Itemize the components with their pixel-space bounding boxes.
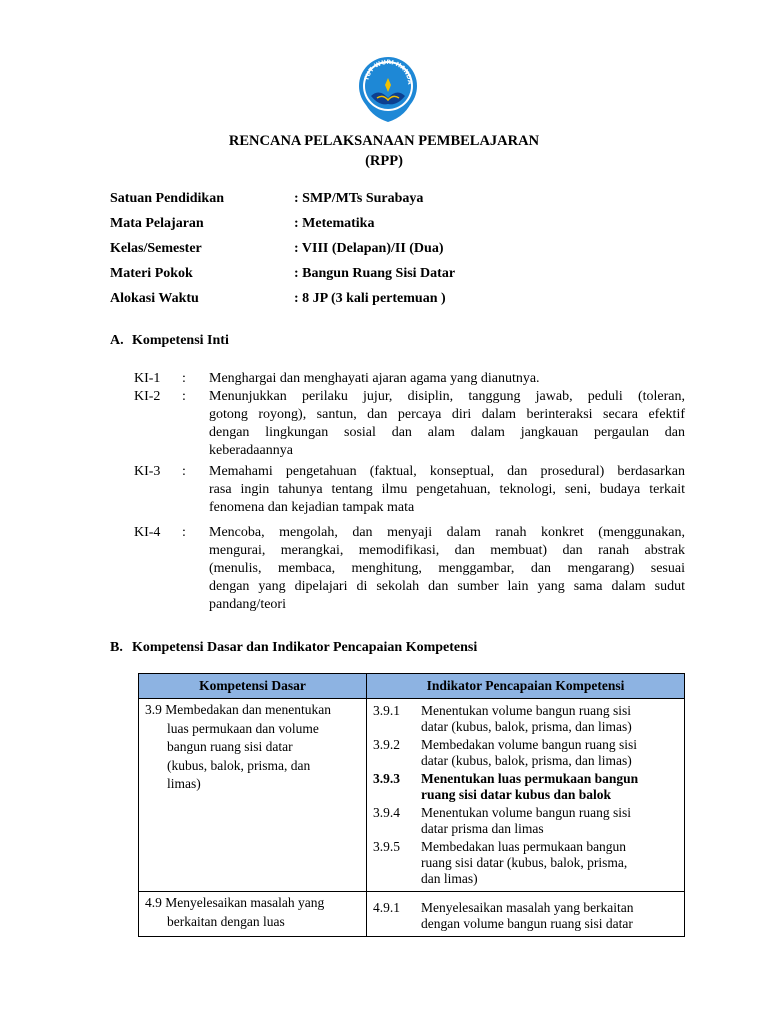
indicator-line: ruang sisi datar kubus dan balok xyxy=(421,787,611,802)
ki-colon: : xyxy=(182,464,186,479)
indicator-line: ruang sisi datar (kubus, balok, prisma, xyxy=(421,855,628,870)
ki-code: KI-2 xyxy=(134,389,161,404)
info-value: : 8 JP (3 kali pertemuan ) xyxy=(294,291,446,306)
ki-item-3 xyxy=(134,463,685,517)
section-b-heading xyxy=(110,640,477,656)
indicator-item xyxy=(373,900,680,932)
indicator-line: Membedakan luas permukaan bangun xyxy=(421,839,627,854)
ki-line: keberadaannya xyxy=(209,443,293,458)
ki-line: mengurai, merangkai, memodifikasi, dan membuat) dan ranah abstrak xyxy=(209,543,685,558)
kd-cell xyxy=(139,892,367,937)
indicator-line: datar (kubus, balok, prisma, dan limas) xyxy=(421,719,632,734)
section-title: Kompetensi Inti xyxy=(132,333,229,348)
info-value: : SMP/MTs Surabaya xyxy=(294,191,424,206)
ki-line: Mencoba, mengolah, dan menyaji dalam ranah konkret (menggunakan, xyxy=(209,525,685,540)
ki-item-2 xyxy=(134,388,685,460)
ki-line: dengan yang dipelajari di sekolah dan sumber lain yang sama dalam sudut xyxy=(209,579,685,594)
indicator-line: Menentukan luas permukaan bangun xyxy=(421,771,639,786)
indicator-number: 3.9.1 xyxy=(373,703,400,718)
indicator-line: Menentukan volume bangun ruang sisi xyxy=(421,805,631,820)
ki-code: KI-1 xyxy=(134,371,161,386)
indicator-line: Menyelesaikan masalah yang berkaitan xyxy=(421,900,634,915)
ki-item-1 xyxy=(134,370,685,388)
info-label: Alokasi Waktu xyxy=(110,291,199,306)
kd-cell xyxy=(139,699,367,892)
kd-first-line: 4.9 Menyelesaikan masalah yang xyxy=(145,895,325,910)
info-label: Kelas/Semester xyxy=(110,241,202,256)
info-value: : Metematika xyxy=(294,216,375,231)
ki-item-4 xyxy=(134,524,685,614)
info-label: Mata Pelajaran xyxy=(110,216,204,231)
ki-code: KI-3 xyxy=(134,464,161,479)
indicator-item-highlighted xyxy=(373,771,680,803)
indicator-item xyxy=(373,805,680,837)
ki-line: dengan lingkungan sosial dan alam dalam jangkauan pergaulan dan xyxy=(209,425,685,440)
document-subtitle: (RPP) xyxy=(365,153,403,169)
table-row xyxy=(139,892,685,937)
info-label: Satuan Pendidikan xyxy=(110,191,224,206)
indicator-number: 3.9.5 xyxy=(373,839,400,854)
table-header-kd: Kompetensi Dasar xyxy=(139,674,367,699)
document-title: RENCANA PELAKSANAAN PEMBELAJARAN xyxy=(228,133,540,149)
section-letter: A. xyxy=(110,333,124,348)
ki-line: rasa ingin tahunya tentang ilmu pengetahuan, teknologi, seni, budaya terkait xyxy=(209,482,685,497)
indicator-number: 4.9.1 xyxy=(373,900,400,915)
indicator-line: datar prisma dan limas xyxy=(421,821,544,836)
ki-colon: : xyxy=(182,371,186,386)
ki-line: (menulis, membaca, menghitung, menggambar, dan mengarang) sesuai xyxy=(209,561,685,576)
section-a-heading xyxy=(110,333,229,349)
table-header-indicator: Indikator Pencapaian Kompetensi xyxy=(367,674,685,699)
ki-line: Menunjukkan perilaku jujur, disiplin, tanggung jawab, peduli (toleran, xyxy=(209,389,685,404)
ki-text xyxy=(209,463,685,517)
section-letter: B. xyxy=(110,640,123,655)
info-label: Materi Pokok xyxy=(110,266,193,281)
ki-code: KI-4 xyxy=(134,525,161,540)
kd-line: (kubus, balok, prisma, dan xyxy=(167,757,311,773)
logo-emblem-icon xyxy=(357,54,419,126)
ki-text xyxy=(209,524,685,614)
ki-line: fenomena dan kejadian tampak mata xyxy=(209,500,415,515)
indicator-line: dengan volume bangun ruang sisi datar xyxy=(421,916,633,931)
indicator-cell xyxy=(367,699,685,892)
indicator-number: 3.9.2 xyxy=(373,737,400,752)
ki-colon: : xyxy=(182,525,186,540)
kd-line: bangun ruang sisi datar xyxy=(167,739,293,754)
indicator-cell xyxy=(367,892,685,937)
table-header-row xyxy=(139,674,685,699)
table-row xyxy=(139,699,685,892)
indicator-line: Membedakan volume bangun ruang sisi xyxy=(421,737,637,752)
indicator-line: dan limas) xyxy=(421,871,478,886)
ki-colon: : xyxy=(182,389,186,404)
section-title: Kompetensi Dasar dan Indikator Pencapaian Kompetensi xyxy=(132,640,478,655)
indicator-item xyxy=(373,737,680,769)
info-value: : Bangun Ruang Sisi Datar xyxy=(294,266,456,281)
tut-wuri-handayani-logo xyxy=(357,54,419,126)
kd-indicator-table xyxy=(138,673,685,937)
info-value: : VIII (Delapan)/II (Dua) xyxy=(294,241,444,256)
indicator-line: Menentukan volume bangun ruang sisi xyxy=(421,703,631,718)
indicator-line: datar (kubus, balok, prisma, dan limas) xyxy=(421,753,632,768)
ki-line: gotong royong), santun, dan percaya diri dalam berinteraksi secara efektif xyxy=(209,407,685,422)
indicator-item xyxy=(373,703,680,735)
kd-line: berkaitan dengan luas xyxy=(167,913,285,929)
indicator-item xyxy=(373,839,680,887)
kd-line: limas) xyxy=(167,776,201,791)
ki-text xyxy=(209,388,685,460)
kd-line: luas permukaan dan volume xyxy=(167,720,319,736)
kd-first-line: 3.9 Membedakan dan menentukan xyxy=(145,702,331,717)
ki-line: Menghargai dan menghayati ajaran agama yang dianutnya. xyxy=(209,371,540,386)
ki-text xyxy=(209,370,685,388)
indicator-number: 3.9.4 xyxy=(373,805,400,820)
logo-arc-text: TUT WURI HANDA xyxy=(363,58,414,85)
indicator-number: 3.9.3 xyxy=(373,771,400,786)
ki-line: Memahami pengetahuan (faktual, konseptual, dan prosedural) berdasarkan xyxy=(209,464,685,479)
ki-line: pandang/teori xyxy=(209,597,286,612)
